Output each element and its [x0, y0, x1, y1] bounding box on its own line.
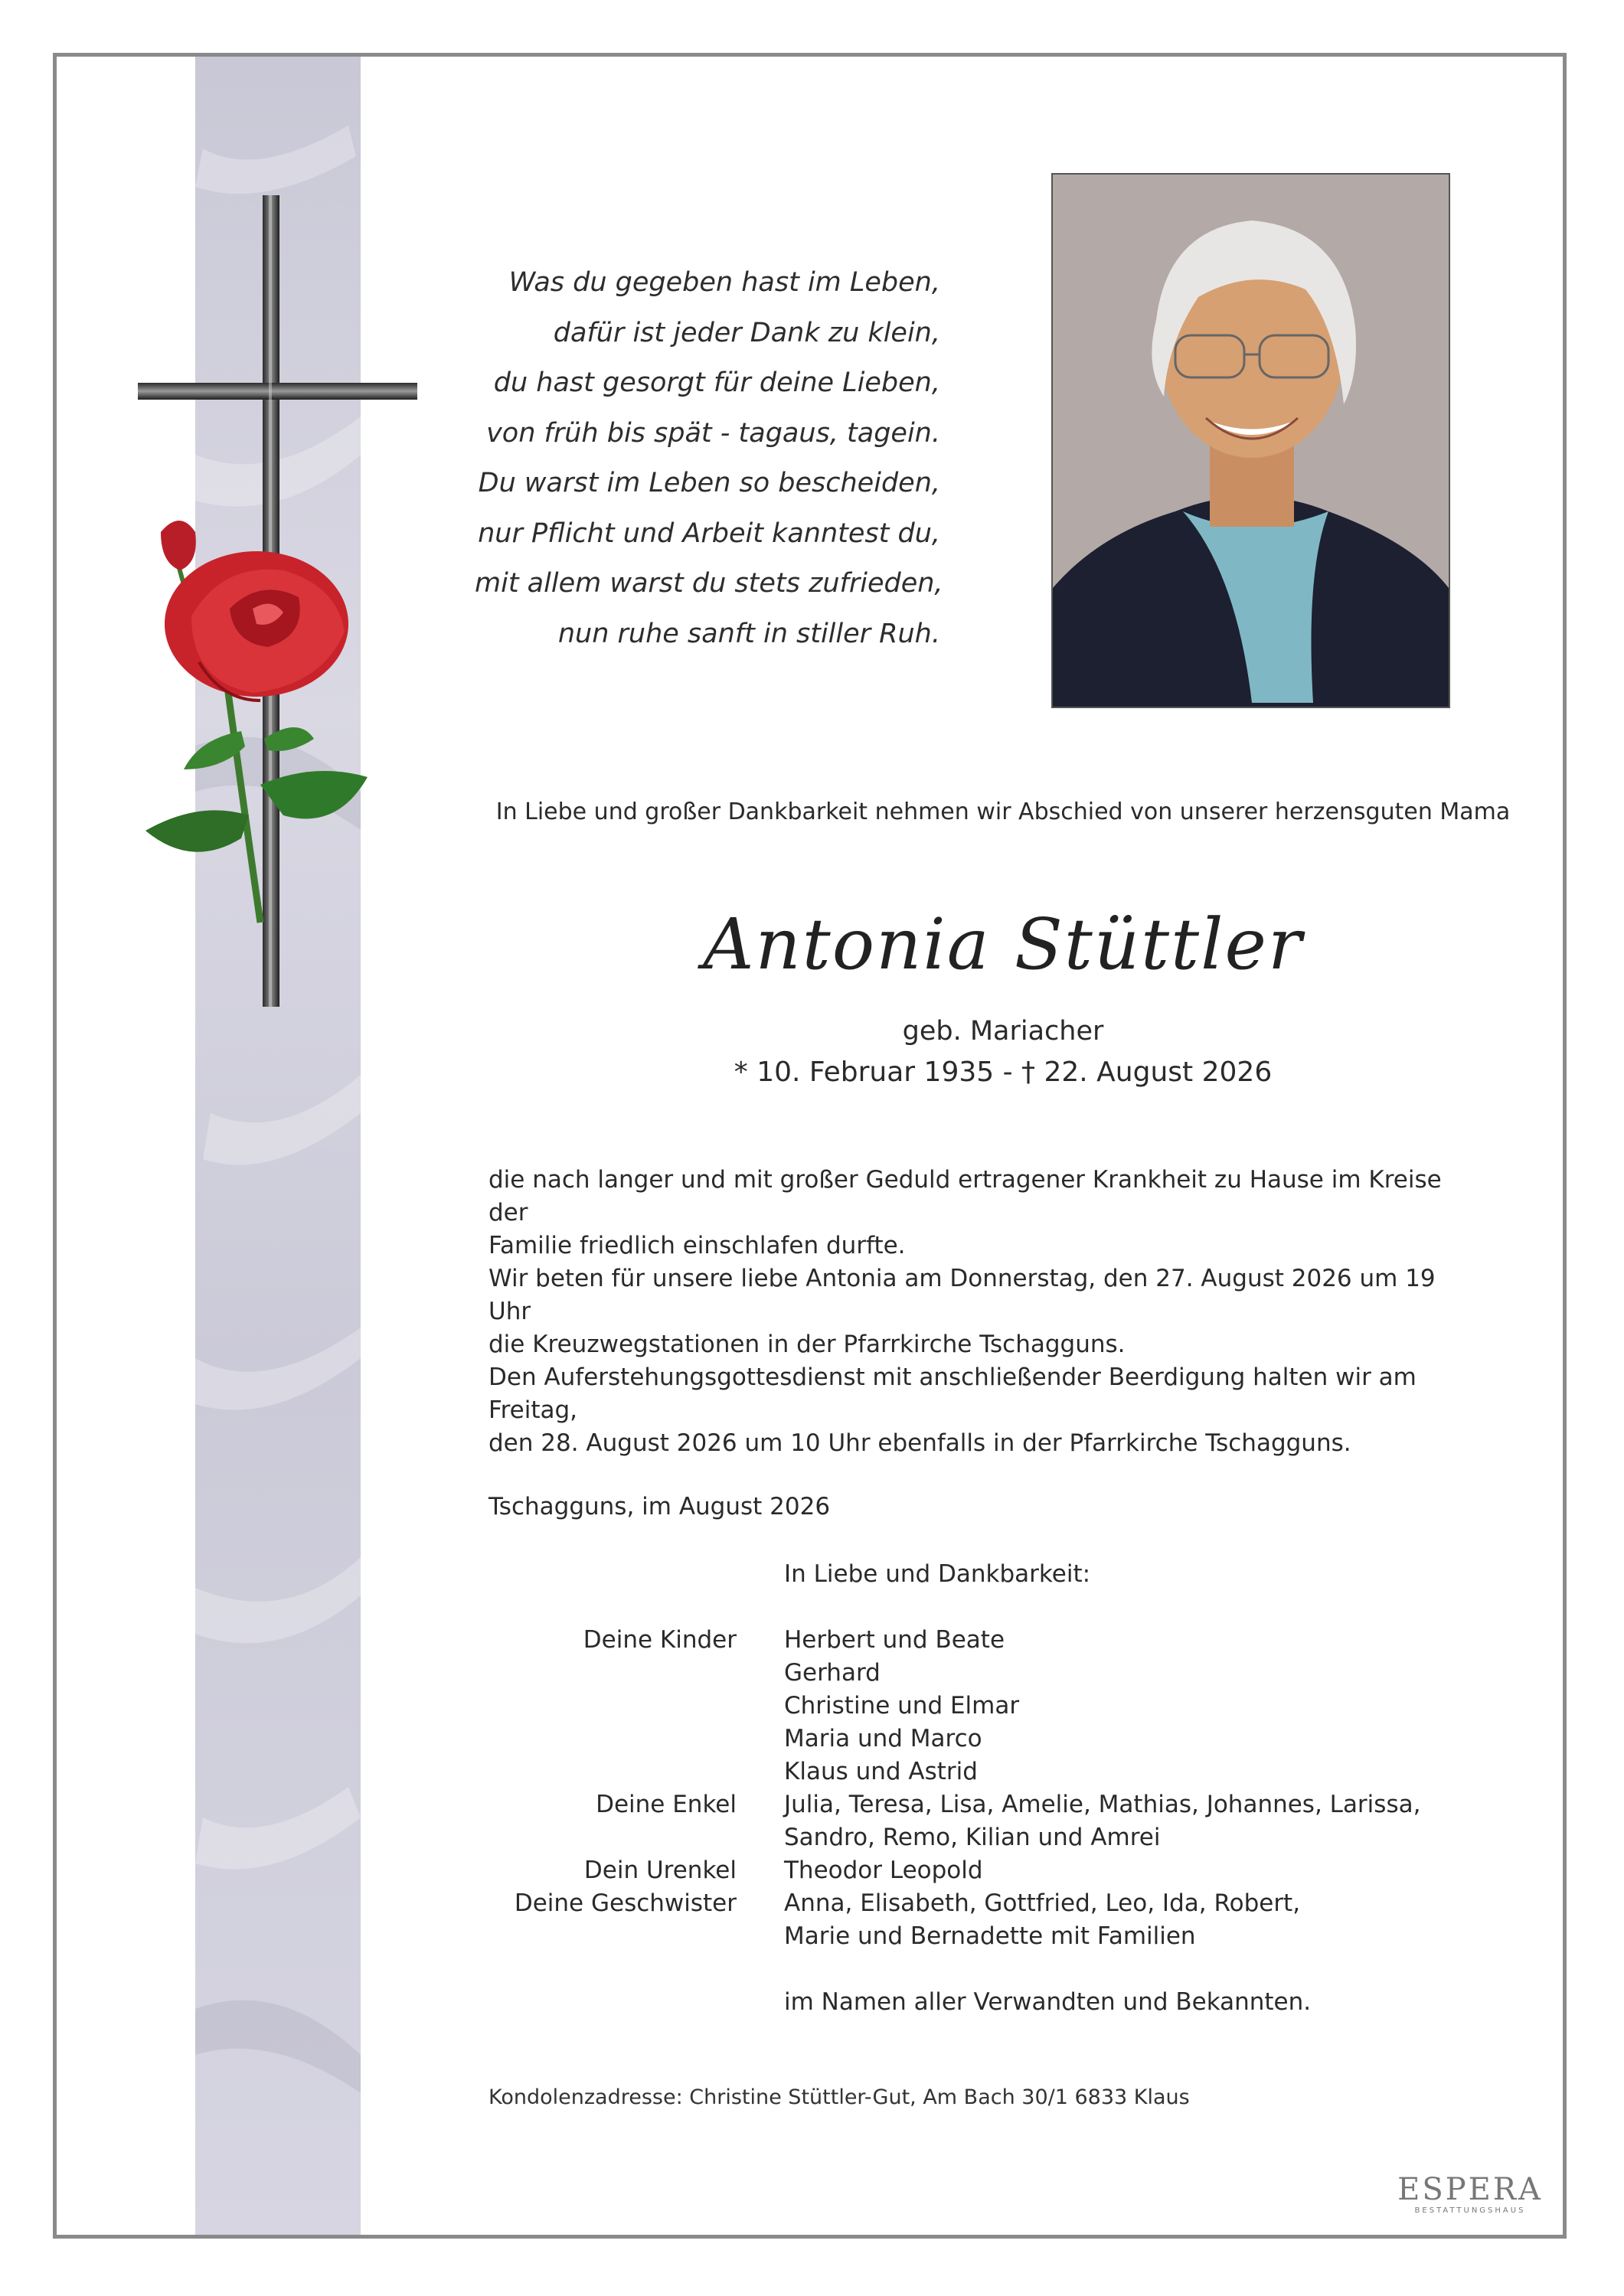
mourner-row [459, 1887, 1516, 1920]
poem-line: du hast gesorgt für deine Lieben, [493, 367, 940, 398]
intro-text: In Liebe und großer Dankbarkeit nehmen wir Abschied von unserer herzensguten Mama [495, 799, 1511, 825]
mourner-label [459, 1591, 737, 1624]
mourners-list [459, 1558, 1516, 2019]
mourner-label [459, 1920, 737, 1953]
funeral-home-logo [1394, 2173, 1547, 2215]
mourner-names [784, 1953, 792, 1986]
mourner-names: Theodor Leopold [784, 1857, 983, 1884]
condolence-address: Kondolenzadresse: Christine Stüttler-Gut, Am Bach 30/1 6833 Klaus [489, 2085, 1190, 2109]
mourner-names [784, 1591, 792, 1624]
mourner-label: Deine Geschwister [514, 1889, 737, 1917]
rose-icon [107, 509, 413, 930]
paragraph-passing [489, 1164, 1484, 1262]
memorial-poem [475, 258, 943, 659]
maiden-name: geb. Mariacher [902, 1016, 1104, 1047]
portrait-photo [1051, 173, 1450, 708]
mourner-row [459, 1591, 1516, 1624]
mourner-label [459, 1986, 737, 2019]
mourner-names: Anna, Elisabeth, Gottfried, Leo, Ida, Robert, [784, 1889, 1301, 1917]
paragraph-line: die nach langer und mit großer Geduld ertragener Krankheit zu Hause im Kreise der [489, 1166, 1442, 1226]
mourner-label: Deine Kinder [583, 1626, 737, 1654]
mourner-names: In Liebe und Dankbarkeit: [784, 1560, 1091, 1588]
poem-line: dafür ist jeder Dank zu klein, [553, 317, 940, 348]
deceased-name: Antonia Stüttler [703, 903, 1303, 985]
paragraph-line: Den Auferstehungsgottesdienst mit anschließender Beerdigung halten wir am Freitag, [489, 1364, 1417, 1424]
paragraph-line: die Kreuzwegstationen in der Pfarrkirche Tschagguns. [489, 1331, 1126, 1358]
mourner-names: Sandro, Remo, Kilian und Amrei [784, 1824, 1161, 1851]
poem-line: Was du gegeben hast im Leben, [508, 267, 940, 298]
mourner-names: Klaus und Astrid [784, 1758, 978, 1785]
mourner-row [459, 1723, 1516, 1755]
logo-word: ESPERA [1397, 2172, 1543, 2207]
paragraph-line: den 28. August 2026 um 10 Uhr ebenfalls in der Pfarrkirche Tschagguns. [489, 1429, 1351, 1457]
logo-subtitle: BESTATTUNGSHAUS [1414, 2206, 1526, 2215]
poem-line: von früh bis spät - tagaus, tagein. [486, 417, 940, 449]
mourner-label: Deine Enkel [596, 1791, 737, 1818]
paragraph-funeral [489, 1361, 1484, 1460]
mourner-label [459, 1558, 737, 1591]
mourner-row [459, 1755, 1516, 1788]
mourner-label [459, 1953, 737, 1986]
paragraph-prayer [489, 1262, 1484, 1361]
mourner-names: im Namen aller Verwandten und Bekannten. [784, 1988, 1312, 2016]
mourner-row [459, 1690, 1516, 1723]
mourner-label [459, 1690, 737, 1723]
mourner-row [459, 1558, 1516, 1591]
paragraph-line: Wir beten für unsere liebe Antonia am Donnerstag, den 27. August 2026 um 19 Uhr [489, 1265, 1436, 1325]
poem-line: nun ruhe sanft in stiller Ruh. [557, 618, 940, 649]
mourner-row [459, 1920, 1516, 1953]
mourner-label [459, 1755, 737, 1788]
mourner-names: Maria und Marco [784, 1725, 982, 1752]
mourner-label [459, 1821, 737, 1854]
life-dates: * 10. Februar 1935 - † 22. August 2026 [734, 1057, 1273, 1088]
mourner-row [459, 1953, 1516, 1986]
mourner-names: Julia, Teresa, Lisa, Amelie, Mathias, Johannes, Larissa, [784, 1791, 1421, 1818]
mourner-row [459, 1986, 1516, 2019]
poem-line: nur Pflicht und Arbeit kanntest du, [478, 518, 940, 549]
mourner-label [459, 1723, 737, 1755]
mourner-row [459, 1821, 1516, 1854]
poem-line: mit allem warst du stets zufrieden, [475, 568, 943, 599]
mourner-row [459, 1624, 1516, 1657]
mourner-row [459, 1854, 1516, 1887]
mourner-label [459, 1657, 737, 1690]
mourner-label: Dein Urenkel [583, 1857, 737, 1884]
mourner-names: Marie und Bernadette mit Familien [784, 1922, 1196, 1950]
poem-line: Du warst im Leben so bescheiden, [478, 468, 940, 498]
paragraph-line: Familie friedlich einschlafen durfte. [489, 1232, 906, 1259]
mourner-names: Christine und Elmar [784, 1692, 1020, 1720]
mourner-names: Gerhard [784, 1659, 881, 1687]
mourner-row [459, 1657, 1516, 1690]
mourner-row [459, 1788, 1516, 1821]
mourner-names: Herbert und Beate [784, 1626, 1005, 1654]
place-date: Tschagguns, im August 2026 [489, 1493, 831, 1520]
